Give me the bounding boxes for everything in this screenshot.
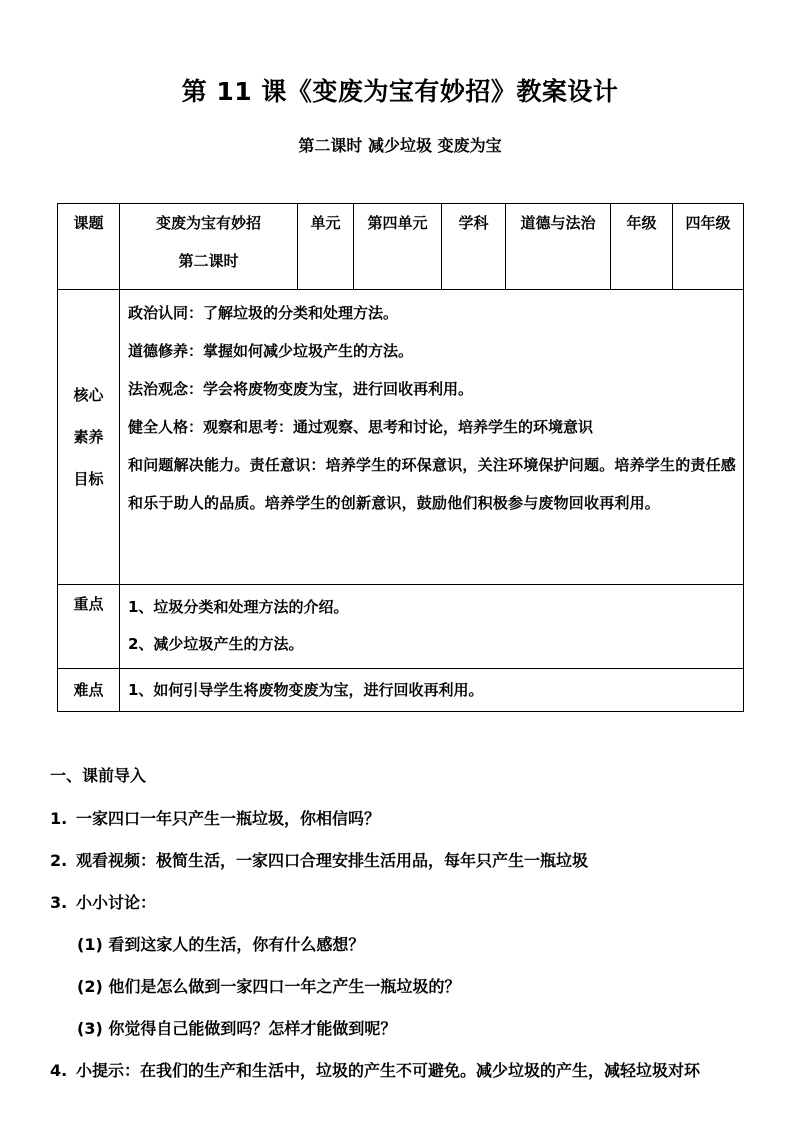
difficulties-content [120, 669, 744, 712]
header-cell-topic-label: 课题 [58, 204, 120, 290]
difficulties-label: 难点 [58, 669, 120, 712]
header-cell-subject-label: 学科 [442, 204, 506, 290]
document-subtitle: 第二课时 减少垃圾 变废为宝 [298, 136, 502, 155]
lesson-item: 1. 一家四口一年只产生一瓶垃圾，你相信吗？ [50, 809, 381, 828]
discussion-question: (3) 你觉得自己能做到吗？怎样才能做到呢？ [77, 1019, 397, 1038]
goal-paragraph: 和问题解决能力。责任意识：培养学生的环保意识，关注环境保护问题。培养学生的责任感和乐于助人的品质。培养学生的创新意识，鼓励他们积极参与废物回收再利用。 [128, 456, 737, 512]
key-point-item: 1、垃圾分类和处理方法的介绍。 [128, 598, 349, 616]
lesson-item: 3. 小小讨论： [50, 893, 157, 912]
table-header-row [58, 204, 744, 290]
goal-line: 健全人格：观察和思考：通过观察、思考和讨论，培养学生的环境意识 [128, 418, 594, 436]
section-heading: 一、课前导入 [50, 766, 147, 785]
difficulties-row [58, 669, 744, 712]
discussion-question: (1) 看到这家人的生活，你有什么感想？ [77, 935, 365, 954]
goal-line: 政治认同：了解垃圾的分类和处理方法。 [128, 304, 399, 322]
key-points-label: 重点 [58, 585, 120, 669]
lesson-plan-table [57, 203, 744, 712]
header-cell-topic-value: 变废为宝有妙招 第二课时 [120, 204, 298, 290]
goals-content [120, 290, 744, 585]
key-points-content [120, 585, 744, 669]
discussion-question: (2) 他们是怎么做到一家四口一年之产生一瓶垃圾的？ [77, 977, 461, 996]
difficulty-item: 1、如何引导学生将废物变废为宝，进行回收再利用。 [128, 681, 484, 699]
lesson-item: 2. 观看视频：极简生活，一家四口合理安排生活用品，每年只产生一瓶垃圾 [50, 851, 589, 870]
key-point-item: 2、减少垃圾产生的方法。 [128, 635, 304, 653]
goal-line: 法治观念：学会将废物变废为宝，进行回收再利用。 [128, 380, 474, 398]
header-cell-unit-label: 单元 [298, 204, 354, 290]
header-cell-subject-value: 道德与法治 [506, 204, 611, 290]
lesson-item: 4. 小提示：在我们的生产和生活中，垃圾的产生不可避免。减少垃圾的产生，减轻垃圾对环 [50, 1061, 701, 1080]
key-points-row [58, 585, 744, 669]
goal-line: 道德修养：掌握如何减少垃圾产生的方法。 [128, 342, 414, 360]
header-cell-grade-label: 年级 [611, 204, 673, 290]
header-cell-grade-value: 四年级 [673, 204, 744, 290]
header-cell-unit-value: 第四单元 [354, 204, 442, 290]
document-title: 第 11 课《变废为宝有妙招》教案设计 [181, 77, 619, 106]
goals-label: 核心 素养 目标 [58, 290, 120, 585]
goals-row [58, 290, 744, 585]
